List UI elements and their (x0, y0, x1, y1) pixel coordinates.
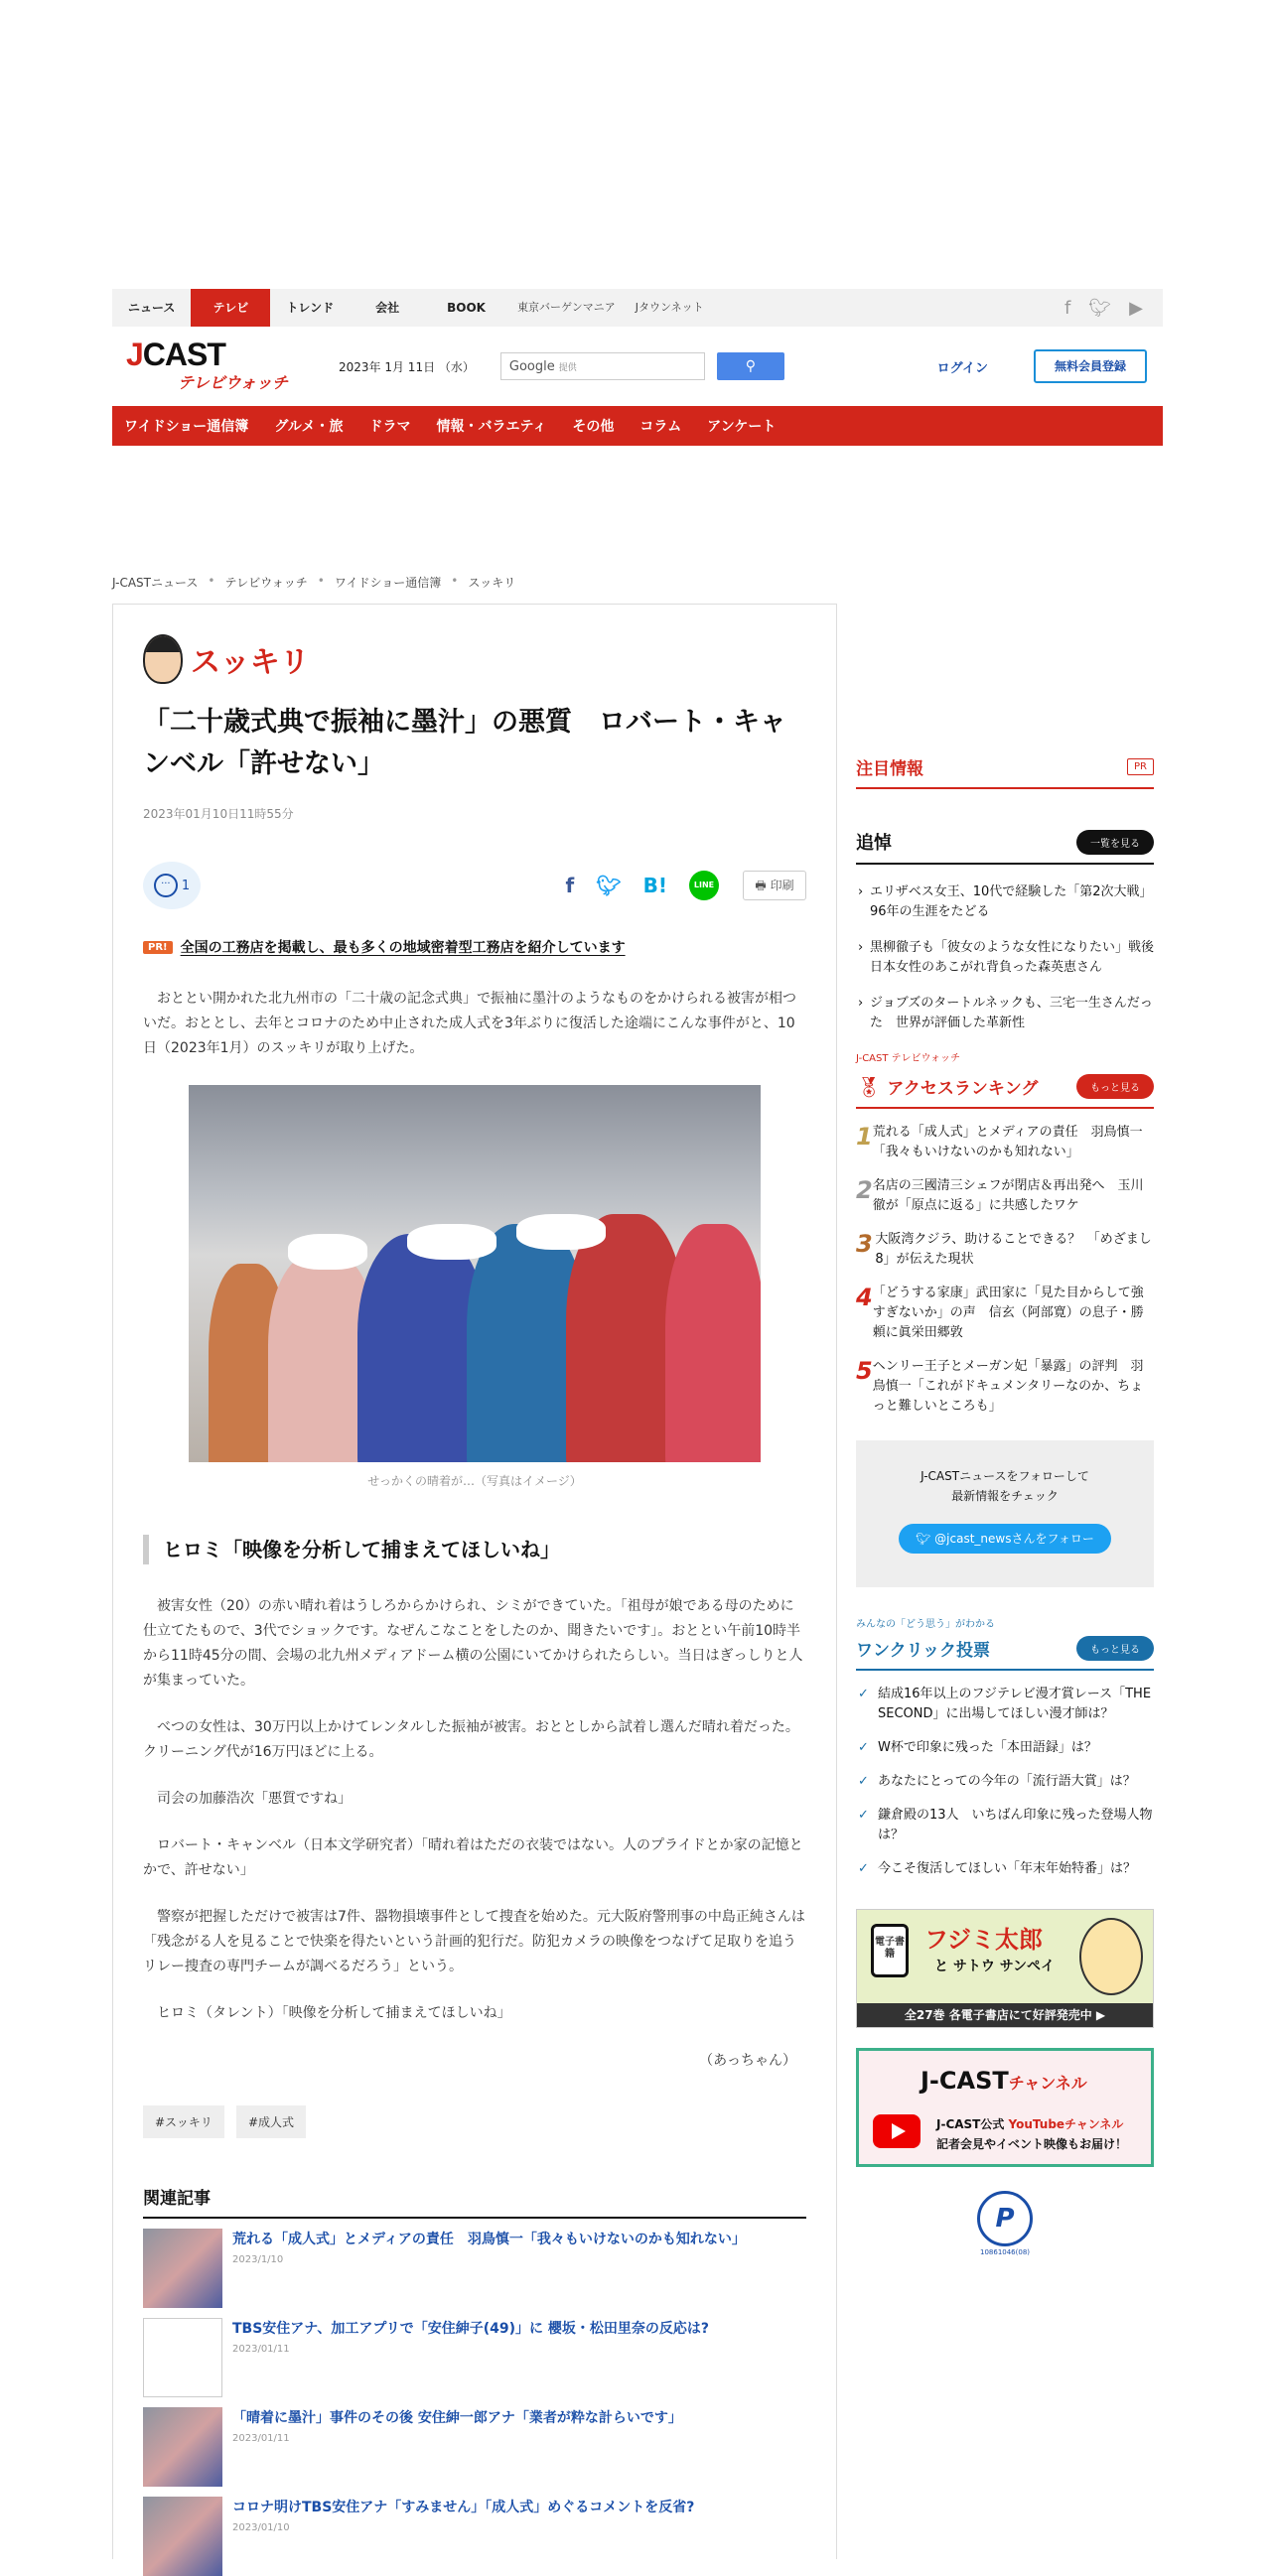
ranking-icon: 🏅︎ (856, 1074, 882, 1099)
youtube-icon[interactable]: ▶ (1129, 297, 1143, 319)
featured-header: 注目情報 PR (856, 754, 1154, 789)
related-thumbnail[interactable] (143, 2497, 222, 2576)
youtube-channel-banner[interactable]: J-CASTチャンネル J-CAST公式 YouTubeチャンネル 記者会見やイベント映像もお届け！ (856, 2048, 1154, 2167)
nav-survey[interactable]: アンケート (707, 419, 777, 435)
comment-button[interactable]: ··· 1 (143, 862, 201, 909)
ranking-item[interactable]: 3 大阪湾クジラ、助けることできる？ 「めざまし8」が伝えた現状 (856, 1230, 1152, 1267)
ranking-more-button[interactable]: もっと見る (1076, 1074, 1154, 1099)
pr-badge: PR (1127, 758, 1154, 775)
share-bar (143, 862, 806, 909)
related-thumbnail[interactable] (143, 2229, 222, 2308)
ranking-header: 🏅︎ アクセスランキング もっと見る (856, 1074, 1154, 1109)
search-input[interactable]: Google 提供 (500, 352, 705, 380)
print-button[interactable]: 🖶︎ 印刷 (743, 871, 806, 900)
ebook-icon: 電子書籍 (871, 1924, 909, 1977)
vote-header: ワンクリック投票 もっと見る (856, 1636, 1154, 1671)
site-logo[interactable]: JCAST テレビウォッチ (126, 337, 289, 392)
youtube-icon (873, 2114, 921, 2148)
photo-caption: せっかくの晴着が…（写真はイメージ） (367, 1474, 582, 1488)
facebook-share-icon[interactable]: f (565, 874, 575, 897)
article-paragraph: 被害女性（20）の赤い晴れ着はうしろからかけられ、シミができていた。「祖母が娘である母のために仕立てたもので、3代でショックです。なぜんこなことをしたのか、聞きたいです」。おととい午前10時半から11時45分の間、会場の北九州メディアドーム横の公園にいてかけられたらしい。当日はぎっしりと人が集まっていた。 (143, 1598, 803, 1689)
site-header (112, 327, 1163, 406)
article-paragraph: べつの女性は、30万円以上かけてレンタルした振袖が被害。おととしから試着し選んだ晴れ着だった。クリーニング代が16万円ほどに上る。 (143, 1719, 799, 1760)
article-tags (143, 2105, 806, 2138)
category-nav (112, 406, 1163, 446)
vote-item[interactable]: ✓ 鎌倉殿の13人 いちばん印象に残った登場人物は？ (856, 1806, 1154, 1845)
related-article[interactable]: 「晴着に墨汁」事件のその後 安住紳一郎アナ「業者が粋な計らいです」 2023/01/11 (143, 2407, 806, 2487)
nav-wideshow[interactable]: ワイドショー通信簿 (124, 419, 249, 435)
comment-icon: ··· (154, 874, 178, 897)
topnav-trend[interactable]: トレンド (286, 301, 335, 315)
program-brand[interactable] (143, 634, 806, 684)
cartoon-character-icon (1079, 1918, 1143, 1995)
topnav-jtown[interactable]: Jタウンネット (635, 301, 704, 314)
follow-box: J-CASTニュースをフォローして 最新情報をチェック 🐦︎ @jcast_newsさんをフォロー (856, 1440, 1154, 1587)
vote-item[interactable]: ✓ あなたにとっての今年の「流行語大賞」は？ (856, 1772, 1154, 1792)
vote-item[interactable]: ✓ W杯で印象に残った「本田語録」は？ (856, 1738, 1154, 1758)
tribute-more-button[interactable]: 一覧を見る (1076, 830, 1154, 855)
pr-link[interactable]: PR! 全国の工務店を掲載し、最も多くの地域密着型工務店を紹介しています (143, 937, 806, 957)
topnav-company[interactable]: 会社 (375, 301, 400, 315)
nav-other[interactable]: その他 (572, 419, 615, 435)
twitter-icon[interactable]: 🐦︎ (1088, 297, 1112, 319)
article-author: （あっちゃん） (699, 2053, 796, 2069)
ranking-item[interactable]: 2 名店の三國清三シェフが閉店＆再出発へ 玉川徹が「原点に返る」に共感したワケ (856, 1176, 1144, 1213)
vote-subtitle: みんなの「どう思う」がわかる (856, 1619, 995, 1630)
article-paragraph: ロバート・キャンベル（日本文学研究者）「晴れ着はただの衣装ではない。人のプライドとか家の記憶とかで、許せない」 (143, 1837, 803, 1878)
search-icon: ⚲ (745, 358, 757, 374)
related-heading: 関連記事 (143, 2184, 806, 2219)
twitter-icon: 🐦︎ (916, 1532, 935, 1546)
line-share-icon[interactable]: LINE (689, 871, 719, 900)
top-nav (112, 289, 1163, 327)
program-mascot-icon (143, 634, 183, 684)
tag-seijinshiki[interactable]: #成人式 (236, 2105, 306, 2138)
nav-column[interactable]: コラム (639, 419, 682, 435)
twitter-share-icon[interactable]: 🐦︎ (596, 874, 622, 897)
ranking-item[interactable]: 1 荒れる「成人式」とメディアの責任 羽鳥慎一「我々もいけないのかも知れない」 (856, 1123, 1143, 1159)
twitter-follow-button[interactable]: 🐦︎ @jcast_newsさんをフォロー (899, 1524, 1111, 1554)
related-thumbnail[interactable] (143, 2407, 222, 2487)
hatena-bookmark-icon[interactable]: B! (642, 874, 667, 897)
tribute-item[interactable]: › ジョブズのタートルネックも、三宅一生さんだった 世界が評価した革新性 (856, 994, 1154, 1033)
vote-item[interactable]: ✓ 結成16年以上のフジテレビ漫才賞レース「THE SECOND」に出場してほしい漫才師は？ (856, 1685, 1154, 1724)
tribute-list (856, 882, 1160, 1033)
ranking-subtitle: J-CAST テレビウォッチ (856, 1053, 961, 1064)
ranking-item[interactable]: 4 「どうする家康」武田家に「見た目からして強すぎないか」の声 信玄（阿部寛）の息子・勝頼に眞栄田郷敦 (856, 1284, 1144, 1340)
ebook-banner[interactable]: 電子書籍 フジミ太郎 と サトウ サンペイ 全27巻 各電子書店にて好評発売中 ▶ (856, 1909, 1154, 2028)
vote-more-button[interactable]: もっと見る (1076, 1636, 1154, 1661)
related-thumbnail[interactable] (143, 2318, 222, 2397)
related-article[interactable]: コロナ明けTBS安住アナ「すみません」「成人式」めぐるコメントを反省? 2023/01/10 (143, 2497, 806, 2576)
article-paragraph: 警察が把握しただけで被害は7件、器物損壊事件として捜査を始めた。元大阪府警刑事の中島正純さんは「残念がる人を見ることで快楽を得たいという計画的犯行だ。防犯カメラの映像をつなげて足取りを追うリレー捜査の専門チームが調べるだろう」という。 (143, 1909, 805, 1974)
breadcrumb-wideshow[interactable]: ワイドショー通信簿 (334, 576, 442, 590)
vote-item[interactable]: ✓ 今こそ復活してほしい「年末年始特番」は？ (856, 1859, 1154, 1879)
social-links (1064, 298, 1163, 319)
topnav-bargain[interactable]: 東京バーゲンマニア (516, 301, 616, 314)
tribute-item[interactable]: › エリザベス女王、10代で経験した「第2次大戦」 96年の生涯をたどる (856, 882, 1154, 922)
breadcrumb-sukkiri[interactable]: スッキリ (468, 576, 516, 590)
login-link[interactable]: ログイン (936, 360, 988, 376)
ranking-item[interactable]: 5 ヘンリー王子とメーガン妃「暴露」の評判 羽鳥慎一「これがドキュメンタリーなのか、ちょっと難しいところも」 (856, 1357, 1144, 1414)
tag-sukkiri[interactable]: #スッキリ (143, 2105, 224, 2138)
current-date: 2023年 1月 11日 （水） (339, 359, 475, 374)
article-title: 「二十歳式典で振袖に墨汁」の悪質 ロバート・キャンベル「許せない」 (143, 707, 786, 779)
article (112, 604, 837, 2559)
article-subheading: ヒロミ「映像を分析して捕まえてほしいね」 (143, 1535, 806, 1564)
nav-gourmet[interactable]: グルメ・旅 (274, 419, 344, 435)
article-paragraph: おととい開かれた北九州市の「二十歳の記念式典」で振袖に墨汁のようなものをかけられる被害が相ついだ。おととし、去年とコロナのため中止された成人式を3年ぶりに復活した途端にこんな事件がと、10日（2023年1月）のスッキリが取り上げた。 (143, 991, 796, 1056)
search-button[interactable] (717, 352, 784, 380)
publish-date: 2023年01月10日11時55分 (143, 807, 294, 821)
nav-variety[interactable]: 情報・バラエティ (436, 419, 547, 435)
topnav-news[interactable]: ニュース (128, 301, 176, 315)
related-article[interactable]: 荒れる「成人式」とメディアの責任 羽鳥慎一「我々もいけないのかも知れない」 2023/1/10 (143, 2229, 806, 2308)
program-name: スッキリ (191, 645, 310, 680)
pr-badge: PR! (143, 941, 173, 954)
breadcrumb-tvwatch[interactable]: テレビウォッチ (224, 576, 308, 590)
register-button[interactable]: 無料会員登録 (1034, 349, 1147, 383)
article-photo (189, 1085, 761, 1462)
breadcrumb-jcast[interactable]: J-CASTニュース (112, 576, 199, 590)
related-article[interactable]: TBS安住アナ、加工アプリで「安住紳子(49)」に 櫻坂・松田里奈の反応は? 2023/01/11 (143, 2318, 806, 2397)
topnav-tv[interactable]: テレビ (191, 289, 270, 327)
nav-drama[interactable]: ドラマ (368, 419, 411, 435)
facebook-icon[interactable]: f (1063, 297, 1071, 319)
tribute-item[interactable]: › 黒柳徹子も「彼女のような女性になりたい」戦後日本女性のあこがれ背負った森英恵さん (856, 938, 1154, 978)
breadcrumb: J-CASTニュース • テレビウォッチ • ワイドショー通信簿 • スッキリ (112, 574, 516, 590)
vote-list (856, 1685, 1154, 1879)
printer-icon: 🖶︎ (755, 879, 771, 892)
privacy-mark[interactable]: P 10861046(08) (977, 2191, 1033, 2256)
sidebar (856, 754, 1160, 2256)
tribute-header: 追悼 一覧を見る (856, 829, 1154, 865)
article-paragraph: 司会の加藤浩次「悪質ですね」 (157, 1791, 352, 1807)
topnav-book[interactable]: BOOK (447, 301, 486, 315)
article-paragraph: ヒロミ（タレント）「映像を分析して捕まえてほしいね」 (157, 2005, 511, 2021)
